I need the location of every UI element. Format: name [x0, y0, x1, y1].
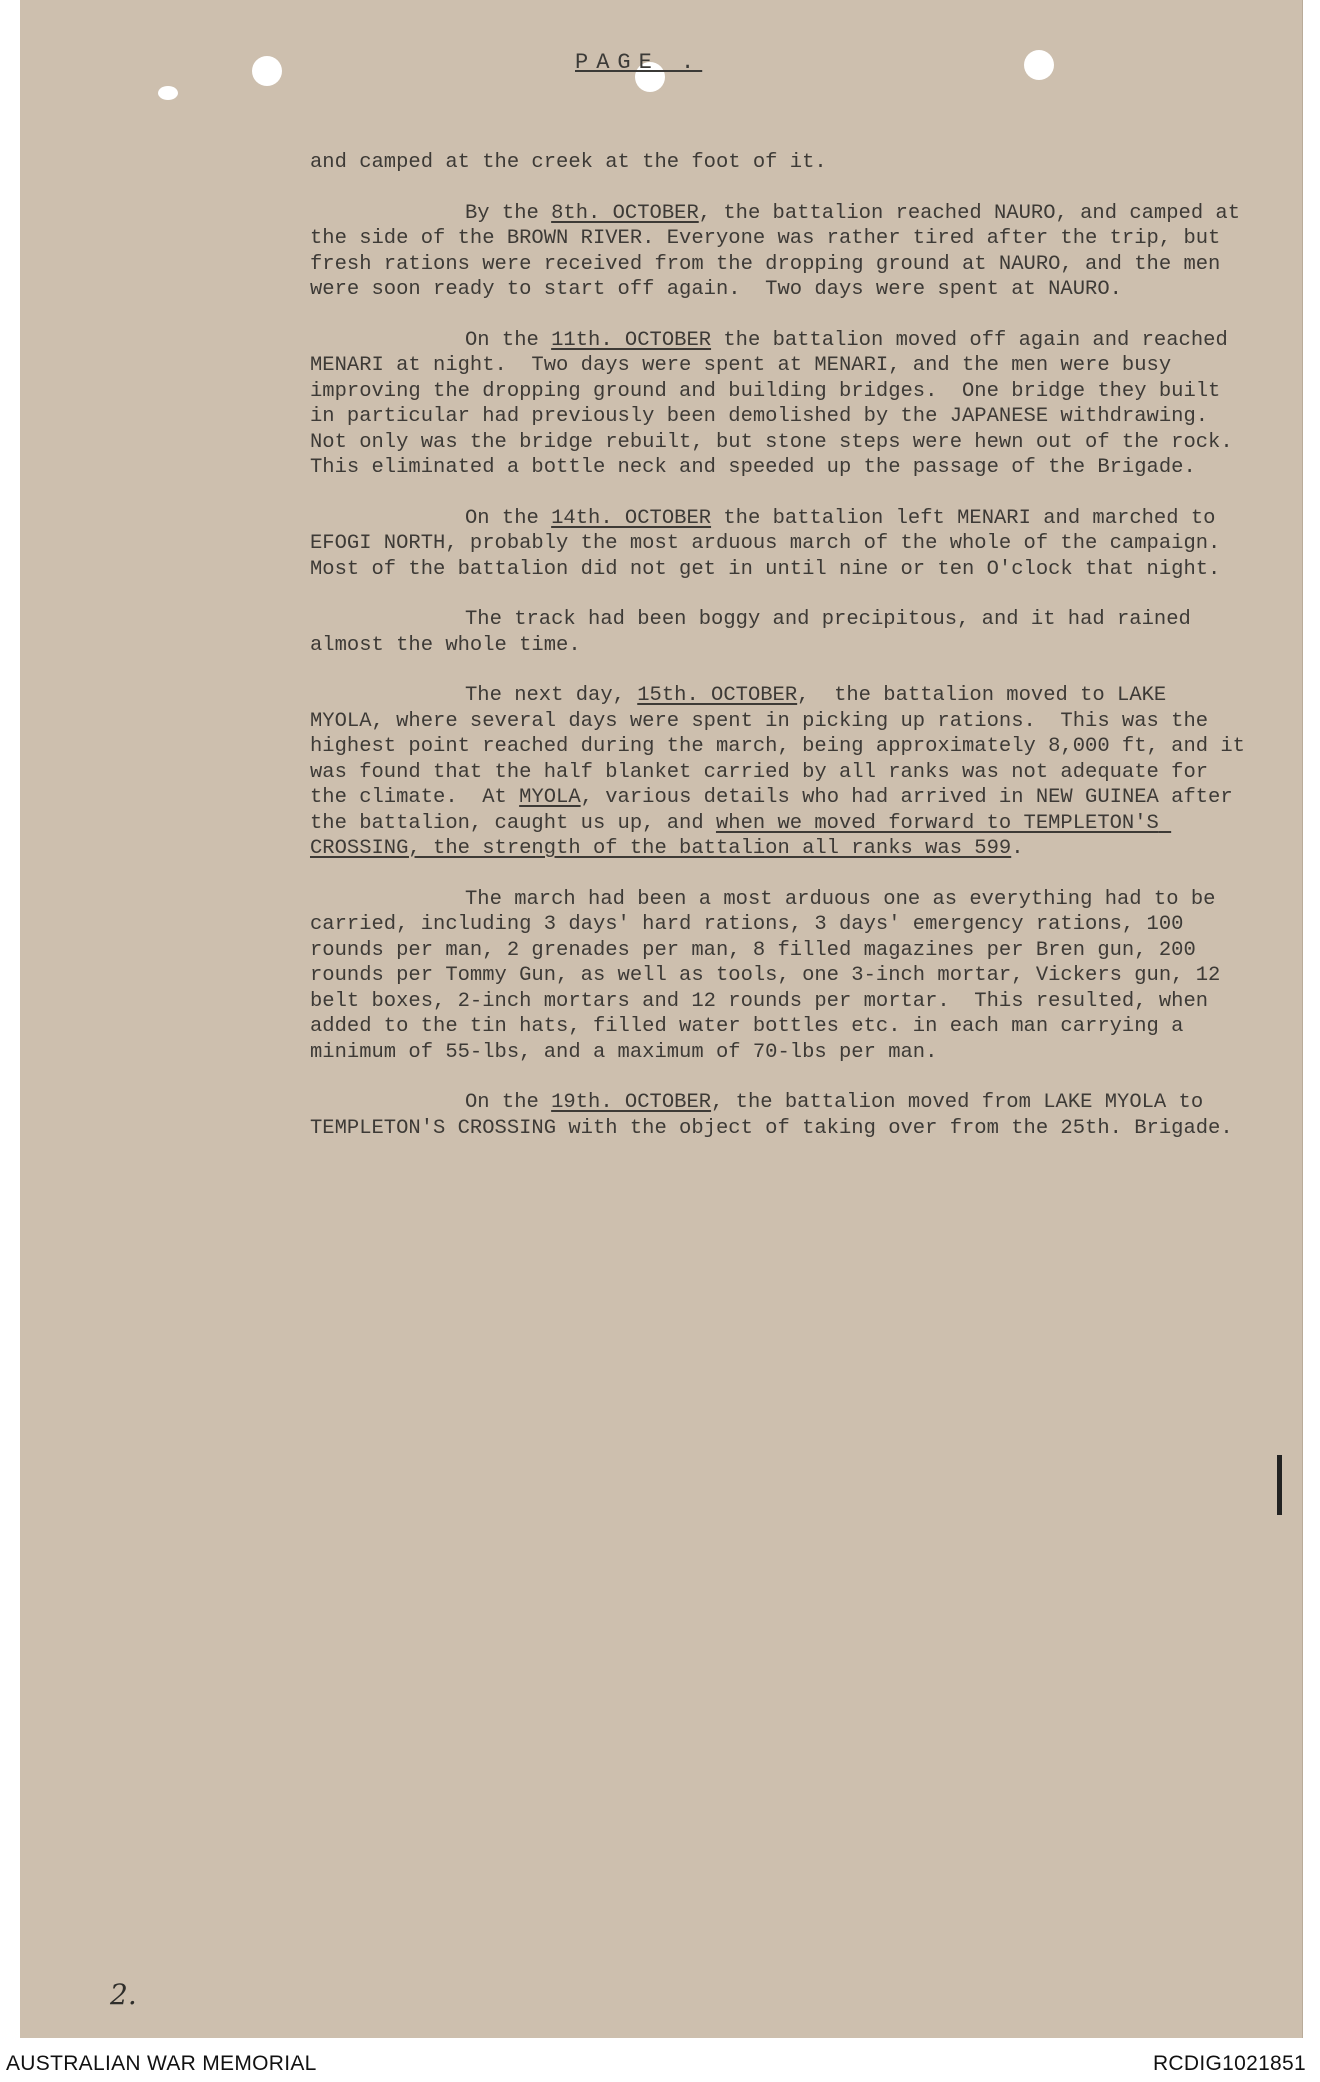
- paragraph-text: , the battalion moved to LAKE MYOLA, where several days were spent in picking up rations. This was the highest point reached during the march, being approximately 8,000 ft, and it was found that the half blanket carried by all ranks was not adequate for the climate. At: [310, 684, 1258, 809]
- page-number: 2.: [110, 1978, 137, 2011]
- underlined-text: 19th. OCTOBER: [551, 1091, 712, 1114]
- typed-text-body: [310, 150, 1258, 1166]
- paragraph-text: The march had been a most arduous one as everything had to be carried, including 3 days' hard rations, 3 days' emergency rations, 100 rounds per man, 2 grenades per man, 8 filled magazines per Bren gun, 200 rounds per Tommy Gun, as well as tools, one 3-inch mortar, Vickers gun, 12 belt boxes, 2-inch mortars and 12 rounds per mortar. This resulted, when added to the tin hats, filled water bottles etc. in each man carrying a minimum of 55-lbs, and a maximum of 70-lbs per man.: [310, 887, 1233, 1064]
- archive-reference: RCDIG1021851: [1152, 2052, 1306, 2075]
- underlined-text: when we moved forward to TEMPLETON'S CROSSING, the strength of the battalion all ranks was 599: [310, 811, 1172, 860]
- punch-hole: [1024, 50, 1054, 80]
- paragraph: [310, 150, 1250, 176]
- paragraph-text: , the battalion reached NAURO, and camped at the side of the BROWN RIVER. Everyone was rather tired after the trip, but fresh rations were received from the dropping ground at NAURO, and the men were soon ready to start off again. Two days were spent at NAURO.: [310, 201, 1253, 301]
- paragraph-text: On the: [465, 506, 552, 530]
- paragraph-text: By the: [465, 201, 552, 225]
- punch-hole: [252, 56, 282, 86]
- page-heading: PAGE .: [575, 50, 703, 75]
- underlined-text: 15th. OCTOBER: [637, 684, 798, 707]
- underlined-text: 8th. OCTOBER: [551, 201, 699, 225]
- paragraph-text: the battalion moved off again and reached MENARI at night. Two days were spent at MENARI, and the men were busy improving the dropping ground and building bridges. One bridge they built in particular had previously been demolished by the JAPANESE withdrawing. Not only was the bridge rebuilt, but stone steps were hewn out of the rock. This eliminated a bottle neck and speeded up the passage of the Brigade.: [310, 328, 1258, 479]
- paragraph: [310, 607, 1250, 658]
- paragraph-text: On the: [465, 328, 552, 352]
- paragraph: [310, 887, 1250, 1066]
- underlined-text: MYOLA: [519, 786, 581, 809]
- paragraph-text: .: [1011, 837, 1024, 860]
- archive-credit: AUSTRALIAN WAR MEMORIAL: [6, 2052, 317, 2075]
- underlined-text: 11th. OCTOBER: [551, 328, 712, 352]
- paragraph: [310, 1090, 1250, 1141]
- binder-clip-edge: [1277, 1455, 1282, 1515]
- paragraph-text: The next day,: [465, 684, 638, 707]
- paragraph-text: The track had been boggy and precipitous, and it had rained almost the whole time.: [310, 608, 1204, 657]
- paragraph-line: and camped at the creek at the foot of it.: [310, 151, 827, 174]
- paragraph: [310, 328, 1258, 481]
- underlined-text: 14th. OCTOBER: [551, 506, 712, 530]
- paragraph-text: On the: [465, 1091, 552, 1114]
- paragraph-text: , the battalion moved from LAKE MYOLA to TEMPLETON'S CROSSING with the object of taking over from the 25th. Brigade.: [310, 1091, 1233, 1140]
- paragraph-text: the battalion left MENARI and marched to EFOGI NORTH, probably the most arduous march of the whole of the campaign. Most of the battalion did not get in until nine or ten O'clock that night.: [310, 506, 1233, 581]
- paragraph: [310, 201, 1253, 303]
- punch-hole: [158, 86, 178, 100]
- paragraph-text: , various details who had arrived in NEW GUINEA after the battalion, caught us up, and: [310, 786, 1245, 835]
- paragraph: [310, 506, 1250, 583]
- paragraph: [310, 683, 1258, 862]
